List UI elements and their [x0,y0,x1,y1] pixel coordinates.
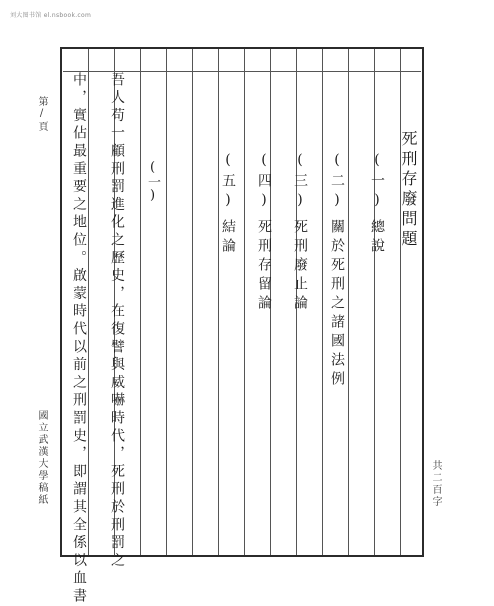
body-line-1: 吾人苟一顧刑罰進化之歷史，在復譬與威嚇時代，死刑於刑罰之 [109,72,125,571]
column-rule [322,49,323,555]
publisher-label: 國立武漢大學稿紙 [36,410,47,506]
toc-text: 死刑廢止論 [292,219,308,314]
page-number: / [36,108,47,121]
column-rule [374,49,375,555]
library-watermark: 刘大图书馆 el.nsbook.com [10,12,92,19]
toc-item-5 [221,152,235,257]
document-title: 死刑存廢問題 [399,130,418,250]
section-heading: (一) [145,160,160,203]
toc-text: 死刑存留論 [256,219,272,314]
toc-item-2 [330,152,344,390]
page-suffix: 頁 [36,121,47,133]
toc-item-4 [257,152,271,314]
body-line-2: 中，實佔最重要之地位。啟蒙時代以前之刑罰史，即謂其全係以血書 [71,72,87,606]
toc-number: (四) [256,152,272,213]
column-rule [400,49,401,555]
column-rule [244,49,245,555]
toc-number: (一) [369,152,385,213]
toc-number: (五) [220,152,236,213]
column-rule [192,49,193,555]
column-rule [88,49,89,555]
page-prefix: 第 [36,96,47,108]
column-rule [348,49,349,555]
toc-text: 總說 [369,219,385,257]
toc-number: (二) [329,152,345,213]
toc-text: 結論 [220,219,236,257]
toc-item-1 [370,152,384,257]
column-rule [218,49,219,555]
page-number-label [36,96,46,133]
character-count-label: 共二百字 [430,460,441,508]
column-rule [166,49,167,555]
column-rule [140,49,141,555]
toc-text: 關於死刑之諸國法例 [329,219,345,390]
toc-item-3 [293,152,307,314]
toc-number: (三) [292,152,308,213]
